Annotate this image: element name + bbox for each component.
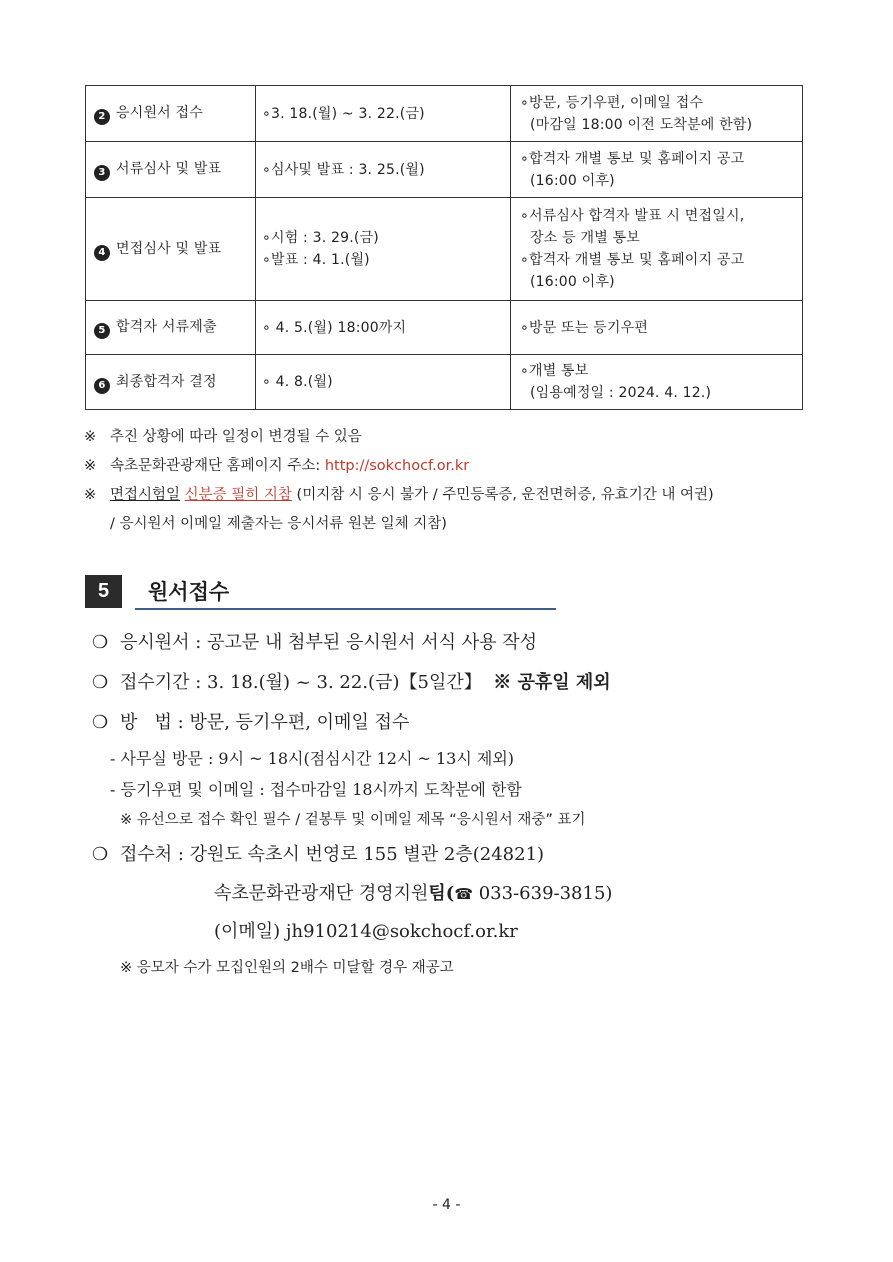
step-label: 최종합격자 결정 (116, 373, 217, 390)
date-line: ∘시험 : 3. 29.(금) (262, 230, 379, 246)
note-id-required-cont: / 응시원서 이메일 제출자는 응시서류 원본 일체 지참) (110, 516, 447, 532)
circle-bullet-icon: ❍ (92, 672, 109, 693)
circle-bullet-icon: ❍ (92, 632, 109, 653)
email-contact: (이메일) jh910214@sokchocf.or.kr (214, 921, 518, 942)
reference-mark: ※ (84, 429, 97, 445)
schedule-dates (256, 198, 511, 301)
section-number: 5 (85, 575, 122, 608)
schedule-notes (511, 301, 803, 355)
schedule-dates (256, 142, 511, 198)
reference-mark: ※ (84, 487, 97, 503)
step-label: 서류심사 및 발표 (116, 161, 222, 177)
dept-contact: 속초문화관광재단 경영지원팀(☎ 033-639-3815) (214, 883, 613, 904)
date-line: ∘심사및 발표 : 3. 25.(월) (262, 161, 425, 178)
note-line: ∘합격자 개별 통보 및 홈페이지 공고 (520, 252, 745, 268)
schedule-table-body (86, 86, 803, 410)
schedule-dates (256, 355, 511, 410)
item-period: ❍ 접수기간 : 3. 18.(월) ~ 3. 22.(금)【5일간】 ※ 공휴일 제외 (92, 663, 612, 703)
schedule-row (86, 86, 803, 142)
schedule-row (86, 198, 803, 301)
note-line: ∘방문 또는 등기우편 (520, 319, 649, 336)
note-homepage: ※ 속초문화관광재단 홈페이지 주소: http://sokchocf.or.kr (84, 452, 714, 481)
schedule-row (86, 355, 803, 410)
schedule-dates (256, 301, 511, 355)
note-line: ∘서류심사 합격자 발표 시 면접일시, (520, 208, 745, 224)
schedule-notes (511, 86, 803, 142)
schedule-step (86, 86, 256, 142)
date-line: ∘ 4. 5.(월) 18:00까지 (262, 319, 407, 336)
date-line: ∘3. 18.(월) ~ 3. 22.(금) (262, 105, 425, 122)
step-number-icon: 3 (94, 165, 110, 181)
section-title: 원서접수 (148, 580, 230, 604)
schedule-notes (511, 355, 803, 410)
schedule-step (86, 198, 256, 301)
circle-bullet-icon: ❍ (92, 712, 109, 733)
application-details (92, 623, 612, 983)
note-line: (16:00 이후) (530, 172, 615, 189)
item-place: ❍ 접수처 : 강원도 속초시 번영로 155 별관 2층(24821) (92, 835, 612, 875)
telephone-icon: ☎ (454, 885, 473, 903)
step-number-icon: 6 (94, 378, 110, 394)
note-line: (마감일 18:00 이전 도착분에 한함) (530, 116, 753, 133)
step-label: 합격자 서류제출 (116, 319, 217, 335)
page-number: - 4 - (432, 1197, 461, 1213)
note-line: ∘개별 통보 (520, 363, 589, 379)
section-underline (135, 608, 556, 610)
schedule-notes (511, 142, 803, 198)
step-label: 응시원서 접수 (116, 105, 203, 121)
reference-mark: ※ (84, 458, 97, 474)
note-confirm: ※ 유선으로 접수 확인 필수 / 겉봉투 및 이메일 제목 “응시원서 재중” 표기 (120, 812, 586, 828)
note-readvertise: ※ 응모자 수가 모집인원의 2배수 미달할 경우 재공고 (120, 960, 454, 976)
step-number-icon: 2 (94, 109, 110, 125)
schedule-row (86, 142, 803, 198)
note-id-required: ※ 면접시험일 신분증 필히 지참 (미지참 시 응시 불가 / 주민등록증, 운전면허증, 유효기간 내 여권) (84, 481, 714, 510)
schedule-notes (511, 198, 803, 301)
notice-notes (84, 423, 714, 539)
note-line: ∘합격자 개별 통보 및 홈페이지 공고 (520, 150, 745, 167)
item-application-form: ❍ 응시원서 : 공고문 내 첨부된 응시원서 서식 사용 작성 (92, 623, 612, 663)
date-line: ∘발표 : 4. 1.(월) (262, 252, 370, 268)
step-number-icon: 5 (94, 323, 110, 339)
schedule-step (86, 142, 256, 198)
note-line: (16:00 이후) (530, 274, 615, 290)
item-method: ❍ 방 법 : 방문, 등기우편, 이메일 접수 (92, 703, 612, 743)
note-line: ∘방문, 등기우편, 이메일 접수 (520, 94, 704, 111)
note-line: 장소 등 개별 통보 (530, 230, 641, 246)
step-label: 면접심사 및 발표 (116, 240, 222, 257)
schedule-row (86, 301, 803, 355)
circle-bullet-icon: ❍ (92, 844, 109, 865)
schedule-table (85, 85, 803, 410)
note-schedule-change: ※ 추진 상황에 따라 일정이 변경될 수 있음 (84, 423, 714, 452)
note-line: (임용예정일 : 2024. 4. 12.) (530, 385, 712, 401)
schedule-dates (256, 86, 511, 142)
date-line: ∘ 4. 8.(월) (262, 374, 333, 390)
method-mail-email: - 등기우편 및 이메일 : 접수마감일 18시까지 도착분에 한함 (110, 780, 522, 799)
step-number-icon: 4 (94, 245, 110, 261)
schedule-step (86, 355, 256, 410)
homepage-link[interactable]: http://sokchocf.or.kr (324, 458, 470, 474)
schedule-step (86, 301, 256, 355)
method-visit: - 사무실 방문 : 9시 ~ 18시(점심시간 12시 ~ 13시 제외) (110, 749, 515, 768)
